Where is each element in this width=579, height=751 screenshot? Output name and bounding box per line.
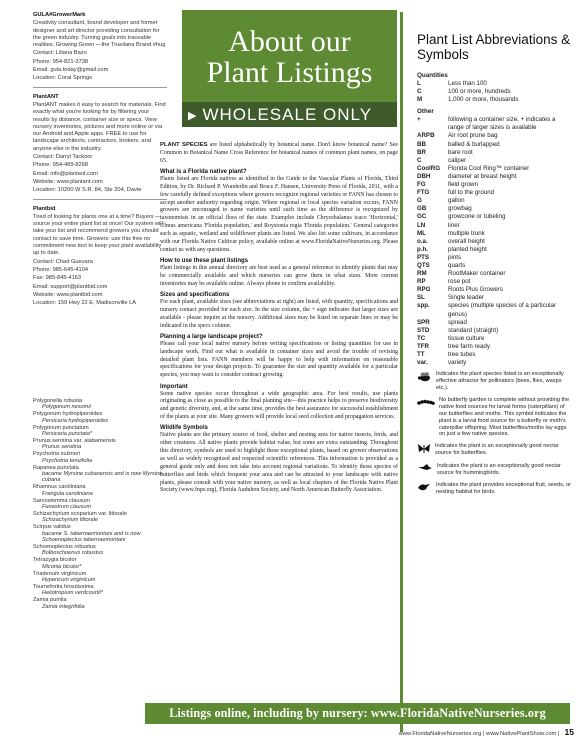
abbreviation-meaning: spread xyxy=(448,318,467,326)
section-paragraph: For each plant, available sizes (see abbreviations at right) are listed, with quantity, specifications and nursery contact provided for each size. In the size column, the + sign indicates that larger sizes are available - please inquire at the nursery. Additional sizes may be listed on separate lines or may be indicated in the specs column. xyxy=(160,299,398,329)
section-paragraph: Plants listed are Florida natives as identified in the Guide to the Vascular Plants of Florida, Third Edition, by Dr. Richard P. Wunderlin and Bruce F. Hansen, University Press of Florida, 2011, with a few carefully defined exceptions where growers recognize regional varieties or FANN has chosen to accept another authority regarding origin. Where regional or local species variation occurs, FANN growers are encouraged to name varieties until such time as the difference is recognized by taxonomists in an official flora of the state. Examples include Chrysobalanus icaco 'Horizontal,' Ulmus americana 'Florida population,' and Roystonia regia 'Florida population.' General categories such as aquatic, wetland and wildflower plants are listed. We also list some cultivars, in accordance with our Florida Native Cultivar policy, available online at www.FloridaNativeNurseries.org. Please contact us with any questions. xyxy=(160,176,398,253)
quantities-heading: Quantities xyxy=(417,72,448,79)
page-number: 15 xyxy=(564,727,574,737)
abbreviation-code: TFR xyxy=(417,342,430,350)
butterfly-icon xyxy=(417,443,431,458)
synonym-new-name: Hypericum virginicum xyxy=(42,576,96,583)
abbreviation-meaning: Florida Cool Ring™ container xyxy=(448,164,530,172)
abbreviation-code: ARPB xyxy=(417,132,435,140)
advertiser-detail: Email: info@plantant.com xyxy=(33,170,98,177)
bird-icon xyxy=(417,482,432,496)
advertiser-detail: Location: 159 Hwy 22 E, Madisonville LA xyxy=(33,300,137,307)
wildlife-symbol-text: Indicates the plant provides exceptional fruit, seeds, or nesting habitat for birds. xyxy=(436,482,571,495)
abbreviation-code: RM xyxy=(417,270,427,278)
abbreviation-meaning: liner xyxy=(448,221,460,229)
wildlife-symbol-row xyxy=(417,443,572,458)
synonym-item xyxy=(33,544,167,557)
abbreviation-row xyxy=(417,189,572,197)
wildlife-symbol-row xyxy=(417,397,572,438)
advertiser-detail: Phone: 954-489-8268 xyxy=(33,162,89,169)
abbreviation-row xyxy=(417,262,572,270)
main-text xyxy=(160,142,398,495)
abbreviation-meaning: overall height xyxy=(448,237,485,245)
abbreviation-row xyxy=(417,165,572,173)
advertiser-detail: Website: www.plantbid.com xyxy=(33,291,103,298)
hummingbird-icon xyxy=(417,463,433,477)
footer-url-fann: www.FloridaNativeNurseries.org xyxy=(398,731,482,737)
abbreviation-code: GC xyxy=(417,213,427,221)
intro-bold: PLANT SPECIES xyxy=(160,142,208,148)
abbreviation-row xyxy=(417,359,572,367)
abbreviation-meaning: 1,000 or more, thousands xyxy=(448,96,519,104)
abbreviation-code: SL xyxy=(417,294,425,302)
synonym-old-name: Zamia pumila xyxy=(33,597,67,604)
section-paragraph: Plant listings in this annual directory are best used as a general reference to identify plants that may be commercially available and which nurseries can grow them in what sizes. More current inventories may be available online. Always phone to confirm availability. xyxy=(160,264,398,287)
abbreviation-code: RPG xyxy=(417,286,431,294)
abbreviation-row xyxy=(417,157,572,165)
section-heading: Important xyxy=(160,383,188,390)
wildlife-symbol-text: Indicates the plant species listed is an exceptionally effective attractor for pollinators (bees, flies, wasps etc.). xyxy=(436,371,564,391)
synonym-new-name: Polygonum nesomii xyxy=(42,404,91,411)
advertiser-detail: Location: Coral Springs xyxy=(33,75,93,82)
abbreviation-row xyxy=(417,238,572,246)
abbreviation-meaning: variety xyxy=(448,359,467,367)
abbreviation-row xyxy=(417,222,572,230)
abbreviation-meaning: balled & burlapped xyxy=(448,140,500,148)
abbreviation-row xyxy=(417,213,572,221)
main-sections xyxy=(160,168,398,495)
abbreviation-code: TC xyxy=(417,334,426,342)
synonym-item xyxy=(33,557,167,570)
advertiser-description: Creativity consultant, brand developer and former designer and art director providing consultation for the green industry. Turning goals into traceable realities. Growing Green —the Trueliana Brand #hug xyxy=(33,20,166,49)
synonym-old-name: Sarcostemma clausum xyxy=(33,497,90,504)
synonym-item xyxy=(33,451,167,464)
synonym-new-name: Zamia integrifolia xyxy=(42,603,85,610)
abbreviation-code: GB xyxy=(417,205,427,213)
synonym-item xyxy=(33,571,167,584)
abbreviation-code: + xyxy=(417,116,421,124)
intro-text: are listed alphabetically by botanical name. Don't know botanical name? See Common to Botanical Name Cross Reference for botanical names of common plant names, on page 65. xyxy=(160,142,398,164)
advertiser-detail: Phone: 954-821-3738 xyxy=(33,58,89,65)
abbreviation-row xyxy=(417,254,572,262)
synonym-old-name: Triadenum virginicum xyxy=(33,570,87,577)
abbreviation-meaning: pints xyxy=(448,253,462,261)
synonym-item xyxy=(33,524,167,543)
wildlife-symbol-list xyxy=(417,371,572,496)
abbreviation-row xyxy=(417,116,572,132)
abbreviation-code: QTS xyxy=(417,261,430,269)
synonym-list xyxy=(33,398,167,611)
abbreviation-meaning: planted height xyxy=(448,245,487,253)
synonym-old-name: Schoenoplectus robustus xyxy=(33,543,96,550)
wildlife-symbol-row xyxy=(417,482,572,496)
banner-title-line2: Plant Listings xyxy=(206,56,373,89)
abbreviation-code: p.h. xyxy=(417,245,428,253)
synonym-old-name: Rhamnus caroliniana xyxy=(33,484,86,491)
synonym-old-name: Polygonum punctatum xyxy=(33,424,89,431)
quantities-list xyxy=(417,80,572,104)
abbreviation-row xyxy=(417,173,572,181)
abbreviation-meaning: tree tubes xyxy=(448,351,476,358)
abbreviation-code: FG xyxy=(417,181,426,189)
synonym-old-name: Prunus serotina var. alabamensis xyxy=(33,437,116,444)
synonym-new-name: Schizachyrium littorale xyxy=(42,517,98,524)
footer-url-show: www.NativePlantShow.com xyxy=(486,731,557,737)
abbreviations-panel xyxy=(417,33,572,501)
abbreviation-row xyxy=(417,286,572,294)
abbreviation-code: o.a. xyxy=(417,237,428,245)
abbreviation-code: LN xyxy=(417,221,426,229)
synonym-new-name: bacame S. tabernaemontani and is now Schoenoplectus tabernaemontani xyxy=(42,530,141,544)
abbreviation-code: SPR xyxy=(417,318,430,326)
wildlife-symbol-text: Indicates the plant is an exceptionally good nectar source for butterflies. xyxy=(435,443,559,457)
green-rule xyxy=(400,12,403,732)
abbreviation-row xyxy=(417,294,572,302)
advertiser-detail: Contact: Liliana Bazo xyxy=(33,50,87,57)
banner-title xyxy=(182,26,397,88)
synonym-item xyxy=(33,398,167,411)
abbreviation-meaning: standard (straight) xyxy=(448,326,499,334)
wholesale-strip xyxy=(182,102,397,127)
banner xyxy=(182,10,397,127)
bee-icon xyxy=(417,371,432,392)
synonym-item xyxy=(33,465,167,484)
abbreviation-code: CoolRG xyxy=(417,164,441,172)
advertiser-detail: Fax: 985-845-4163 xyxy=(33,275,82,282)
section-heading: How to use these plant listings xyxy=(160,257,249,264)
abbreviation-row xyxy=(417,197,572,205)
synonym-new-name: Frangula caroliniana xyxy=(42,490,93,497)
abbreviation-code: DBH xyxy=(417,172,431,180)
section-paragraph: Some native species occur throughout a wide geographic area. For best results, use plants originating as close as possible to the final planting site—this practice helps to preserve biodiversity and genetic diversity, and, at the same time, provides the best assurance for successful establishment of the plants at your site. Many growers will provide local seed collection and propagation services. xyxy=(160,390,398,421)
advertiser-detail: Location: 10200 W S.R. 84, Ste 204, Davie xyxy=(33,187,142,194)
abbreviation-row xyxy=(417,270,572,278)
abbreviation-row xyxy=(417,141,572,149)
advertiser-name: GULA#GrowerMark xyxy=(33,12,86,18)
page-footer xyxy=(300,728,574,739)
abbreviation-row xyxy=(417,343,572,351)
abbreviation-row xyxy=(417,149,572,157)
other-heading: Other xyxy=(417,108,434,116)
abbreviation-meaning: species (multiple species of a particular genus) xyxy=(448,302,556,318)
abbreviation-code: C xyxy=(417,156,422,164)
synonym-old-name: Polygonum hydropiperoides xyxy=(33,411,103,418)
abbreviation-code: spp. xyxy=(417,302,430,310)
abbreviation-row xyxy=(417,246,572,254)
abbreviation-meaning: Single leader xyxy=(448,294,485,302)
advertiser-detail: Phone: 985-645-4104 xyxy=(33,266,89,273)
abbreviation-row xyxy=(417,88,572,96)
wildlife-symbol-row xyxy=(417,371,572,392)
abbreviation-code: M xyxy=(417,96,423,104)
synonym-new-name: Persicaria punctata* xyxy=(42,431,93,438)
abbreviation-meaning: tissue culture xyxy=(448,334,485,342)
advertiser-detail: Email: support@plantbid.com xyxy=(33,283,108,290)
other-list xyxy=(417,116,572,367)
abbreviation-meaning: gallon xyxy=(448,197,465,205)
synonym-item xyxy=(33,425,167,438)
abbreviation-meaning: RootMaker container xyxy=(448,270,506,278)
abbreviation-row xyxy=(417,230,572,238)
abbreviation-row xyxy=(417,80,572,88)
footer-separator: | xyxy=(558,731,560,737)
advertiser-detail: Email: gula.today@gmail.com xyxy=(33,67,109,74)
synonym-item xyxy=(33,438,167,451)
synonym-old-name: Scirpus validus xyxy=(33,524,71,531)
abbreviations-title: Plant List Abbreviations & Symbols xyxy=(417,32,571,62)
abbreviation-meaning: rose pot xyxy=(448,278,471,286)
footer-banner: Listings online, including by nursery: www.FloridaNativeNurseries.org xyxy=(145,703,570,724)
abbreviation-meaning: quarts xyxy=(448,261,466,269)
advertiser-detail: Contact: Darryl Tackoor xyxy=(33,154,93,161)
abbreviation-meaning: following a container size, + indicates a range of larger sizes is available xyxy=(448,116,556,132)
abbreviation-meaning: caliper xyxy=(448,156,467,164)
abbreviation-meaning: Roots Plus Growers xyxy=(448,286,504,294)
abbreviation-row xyxy=(417,302,572,318)
divider xyxy=(33,199,167,200)
abbreviation-meaning: field grown xyxy=(448,181,478,189)
abbreviation-code: L xyxy=(417,80,421,87)
synonym-new-name: Bolboschoenus robustus xyxy=(42,550,104,557)
synonym-old-name: Polygonella robusta xyxy=(33,398,83,404)
abbreviation-row xyxy=(417,181,572,189)
synonym-old-name: Tournefortia hirsutissima xyxy=(33,583,94,590)
section-heading: What is a Florida native plant? xyxy=(160,169,247,176)
abbreviation-meaning: growbag xyxy=(448,205,472,213)
abbreviation-code: BR xyxy=(417,148,426,156)
abbreviation-meaning: 100 or more, hundreds xyxy=(448,88,511,96)
arrow-icon: ▶ xyxy=(188,110,198,122)
synonym-item xyxy=(33,411,167,424)
abbreviation-code: STD xyxy=(417,326,430,334)
section-paragraph: Native plants are the primary source of food, shelter and nesting area for native insects, birds, and other creatures. All native plants provide habitat value, but some are extra outstanding. Throughout this directory, symbols are used to highlight these exceptional plants, based on grower observations as well as widely recognized and respected scientific references. This information is provided as a general guide only and does not take into account regional variations. To identify those species of butterflies and birds which frequent your area and can be attracted to your landscape with native plants, please consult with your native nursery, as well as local chapters of the Florida Native Plant Society (www.fnps.org), Florida Audubon Society, and North American Butterfly Association. xyxy=(160,432,398,494)
synonym-new-name: Persicaria hydropiperoides xyxy=(42,417,109,424)
abbreviation-code: G xyxy=(417,197,422,205)
advertiser-name: PlantANT xyxy=(33,93,59,100)
abbreviation-code: RP xyxy=(417,278,426,286)
abbreviation-code: C xyxy=(417,88,422,96)
intro-paragraph xyxy=(160,142,398,166)
abbreviation-row xyxy=(417,351,572,359)
abbreviation-row xyxy=(417,205,572,213)
divider xyxy=(33,87,167,88)
abbreviation-row xyxy=(417,327,572,335)
synonym-old-name: Tetrazygia bicolor xyxy=(33,557,77,564)
advertiser-description: Tired of looking for plants one at a time? Buyers — source your entire plant list at once! Our system will take your list and recommend growers you should contact to save time. Growers: use this free no commitment new tool to keep your plant availability up to date. xyxy=(33,213,163,257)
left-column xyxy=(33,12,167,311)
abbreviation-row xyxy=(417,335,572,343)
abbreviation-meaning: tree farm ready xyxy=(448,342,490,350)
banner-title-line1: About our xyxy=(228,25,351,58)
banner-subtitle: WHOLESALE ONLY xyxy=(202,105,373,124)
abbreviation-meaning: Air root prune bag xyxy=(448,132,498,140)
synonym-item xyxy=(33,597,167,610)
abbreviation-row xyxy=(417,319,572,327)
synonym-new-name: Funastrum clausum xyxy=(42,504,92,510)
synonym-new-name: Heliotropium verdcourtii* xyxy=(42,590,103,597)
synonym-old-name: Psychotria sulzneri xyxy=(33,451,80,458)
abbreviation-code: FTG xyxy=(417,189,430,197)
synonym-item xyxy=(33,484,167,497)
abbreviation-meaning: Less than 100 xyxy=(448,80,487,87)
advertiser-block xyxy=(33,206,167,308)
advertiser-block xyxy=(33,94,167,195)
synonym-new-name: Prunus serotina xyxy=(42,444,82,451)
synonym-new-name: Miconia bicolor* xyxy=(42,563,82,570)
abbreviation-meaning: growcone or tubeling xyxy=(448,213,506,221)
abbreviation-meaning: bare root xyxy=(448,148,473,156)
synonym-item xyxy=(33,511,167,524)
wildlife-symbol-text: No butterfly garden is complete without providing the native food sources for larval forms (caterpillars) of our butterflies and moths. This symbol indicates the plant is a larval food source for a butterfly or moth's caterpillar offspring. Most butterflies/moths lay eggs on just a few native species. xyxy=(439,396,570,438)
wildlife-symbol-row xyxy=(417,463,572,477)
abbreviation-code: TT xyxy=(417,351,425,358)
abbreviation-code: BB xyxy=(417,140,426,148)
advertiser-block xyxy=(33,12,167,83)
section-heading: Planning a large landscape project? xyxy=(160,333,263,340)
abbreviation-row xyxy=(417,132,572,140)
synonym-item xyxy=(33,584,167,597)
abbreviation-code: PTS xyxy=(417,253,430,261)
advertiser-detail: Website: www.plantant.com xyxy=(33,178,103,185)
abbreviation-code: ML xyxy=(417,229,426,237)
synonym-item xyxy=(33,498,167,511)
synonym-new-name: bacame Myrsine cubanensis and is now Myrsine cubana xyxy=(42,470,163,484)
synonym-new-name: Psychotria tenuifolia xyxy=(42,457,93,464)
wildlife-symbol-text: Indicates the plant is an exceptionally good nectar source for hummingbirds. xyxy=(437,463,561,477)
caterpillar-icon xyxy=(417,397,435,438)
footer-separator: | xyxy=(483,731,485,737)
abbreviation-meaning: diameter at breast height xyxy=(448,172,517,180)
abbreviation-row xyxy=(417,278,572,286)
section-heading: Sizes and specifications xyxy=(160,292,230,298)
abbreviation-meaning: full to the ground xyxy=(448,189,495,197)
advertiser-name: Plantbid xyxy=(33,205,56,212)
synonym-old-name: Rapanea punctata xyxy=(33,464,79,471)
section-heading: Wildlife Symbols xyxy=(160,425,208,432)
section-paragraph: Please call your local native nursery before writing specifications or listing quantities for use in landscape work. Find out what is available in container sizes and avoid the trouble of revising detailed plant lists. FANN members will be happy to help with information on reasonable specifications for your design projects. To guarantee the size and quantity available for a particular species, you may want to consider contract growing. xyxy=(160,340,398,379)
advertiser-detail: Contact: Chad Guevara xyxy=(33,258,93,265)
abbreviation-meaning: multiple trunk xyxy=(448,229,485,237)
abbreviation-row xyxy=(417,96,572,104)
synonym-old-name: Schizachyrium scoparium var. littorale xyxy=(33,510,127,517)
advertiser-description: PlantANT makes it easy to search for materials. Find exactly what you're looking for by filtering your results by distance, container size or specs. View nursery inventories, pictures and more online or via our Android and Apple apps. FREE to use for landscape architects, contractors, brokers, and anyone else in the industry. xyxy=(33,101,166,152)
abbreviation-code: var. xyxy=(417,359,428,367)
